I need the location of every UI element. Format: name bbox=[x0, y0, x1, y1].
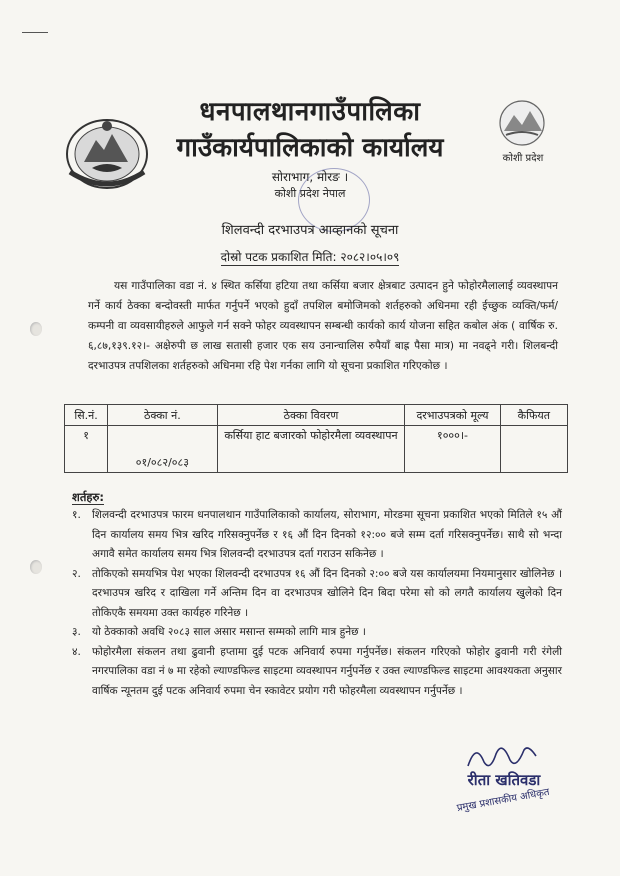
column-header: दरभाउपत्रको मूल्य bbox=[405, 405, 500, 426]
table-cell bbox=[500, 426, 567, 473]
column-header: ठेक्का नं. bbox=[108, 405, 217, 426]
list-item bbox=[72, 506, 562, 565]
scan-mark bbox=[22, 32, 48, 33]
table-cell: १०००।- bbox=[405, 426, 500, 473]
province-label: कोशी प्रदेश bbox=[502, 153, 544, 164]
office-title-line1: धनपालथानगाउँपालिका bbox=[199, 97, 421, 127]
table-header-row bbox=[65, 405, 568, 426]
notice-title: शिलवन्दी दरभाउपत्र आव्हानको सूचना bbox=[221, 223, 399, 238]
column-header: कैफियत bbox=[500, 405, 567, 426]
intro-paragraph: यस गाउँपालिका वडा नं. ४ स्थित कर्सिया हटिया तथा कर्सिया बजार क्षेत्रबाट उत्पादन हुने फोहोरमैलालाई व्यवस्थापन गर्ने कार्य ठेक्का बन्दोवस्ती मार्फत गर्नुपर्ने भएको हुदाँ तपशिल बमोजिमको शर्तहरुको अधिनमा रही ईच्छुक व्यक्ति/फर्म/कम्पनी वा व्यवसायीहरुले आफुले गर्न सक्ने फोहर व्यवस्थापन सम्बन्धी कार्यको कार्य योजना सहित कबोल अंक ( वार्षिक रु. ६,८७,१३९.१२।- अक्षेरुपी छ लाख सतासी हजार एक सय उनान्चालिस रुपैयाँ बाह्र पैसा मात्र) मा नवढ्ने गरी। शिलबन्दी दरभाउपत्र तपशिलका शर्तहरुको अधिनमा रहि पेश गर्नका लागि यो सूचना प्रकाशित गरिएकोछ । bbox=[88, 280, 558, 372]
column-header: सि.नं. bbox=[65, 405, 108, 426]
list-item bbox=[72, 565, 562, 624]
term-text: शिलवन्दी दरभाउपत्र फारम धनपालथान गाउँपालिकाको कार्यालय, सोराभाग, मोरङमा सूचना प्रकाशित भएको मितिले १५ औं दिन कार्यालय समय भित्र खरिद गरिसक्नुपर्नेछ र १६ औं दिन दिनको १२:०० बजे सम्म दर्ता गरिसक्नुपर्नेछ। साथै सो भन्दा अगावै समेत कार्यालय समय भित्र शिलवन्दी दरभाउपत्र दर्ता गराउन सकिनेछ । bbox=[92, 509, 562, 560]
term-text: फोहोरमैला संकलन तथा ढुवानी हप्तामा दुई पटक अनिवार्य रुपमा गर्नुपर्नेछ। संकलन गरिएको फोहोर ढुवानी गरी रंगेली नगरपालिका वडा नं ७ मा रहेको ल्याण्डफिल्ड साइटमा व्यवस्थापन गर्नुपर्नेछ र उक्त ल्याण्डफिल्ड साइटमा आवश्यकता अनुसार वार्षिक न्यूनतम दुई पटक अनिवार्य रुपमा चेन स्कावेटर प्रयोग गरी फोहरमैला व्यवस्थापन गर्नुपर्नेछ । bbox=[92, 645, 563, 697]
reprint-date: दोस्रो पटक प्रकाशित मिति: २०८२।०५।०९ bbox=[220, 250, 400, 264]
punch-hole bbox=[30, 560, 42, 574]
office-title-line2: गाउँकार्यपालिकाको कार्यालय bbox=[176, 133, 444, 163]
office-address-line2: कोशी प्रदेश नेपाल bbox=[274, 187, 346, 200]
list-item bbox=[72, 643, 562, 702]
contract-table bbox=[64, 404, 568, 473]
term-text: तोकिएको समयभित्र पेश भएका शिलवन्दी दरभाउपत्र १६ औं दिन दिनको २:०० बजे यस कार्यालयमा नियमानुसार खोलिनेछ । दरभाउपत्र खरिद र दाखिला गर्ने अन्तिम दिन वा दरभाउपत्र खोलिने दिन बिदा परेमा सो को लगतै कार्यालय खुलेको दिन तोकिएकै समयमा उक्त कार्यहरु गरिनेछ । bbox=[92, 567, 562, 619]
term-number: २. bbox=[72, 567, 81, 580]
terms-heading: शर्तहरु: bbox=[72, 490, 104, 504]
punch-hole bbox=[30, 322, 42, 336]
table-cell: १ bbox=[65, 426, 108, 473]
term-number: ३. bbox=[72, 626, 81, 638]
signatory-title: प्रमुख प्रशासकीय अधिकृत bbox=[456, 786, 551, 815]
term-text: यो ठेक्काको अवधि २०८३ साल असार मसान्त सम्मको लागि मात्र हुनेछ । bbox=[92, 626, 366, 638]
office-address-line1: सोराभाग, मोरङ । bbox=[271, 170, 349, 184]
terms-list bbox=[72, 506, 562, 701]
table-row bbox=[65, 426, 568, 473]
term-number: १. bbox=[72, 509, 81, 521]
signatory-name: रीता खतिवडा bbox=[467, 771, 541, 789]
column-header: ठेक्का विवरण bbox=[217, 405, 405, 426]
table-cell: कर्सिया हाट बजारको फोहोरमैला व्यवस्थापन bbox=[217, 426, 405, 473]
list-item bbox=[72, 623, 562, 643]
table-cell: ०१/०८२/०८३ bbox=[108, 426, 217, 473]
term-number: ४. bbox=[72, 645, 81, 658]
